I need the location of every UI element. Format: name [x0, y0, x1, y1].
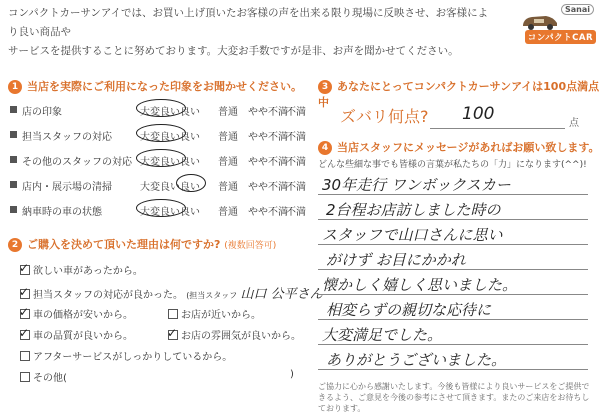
intro-line-1: コンパクトカーサンアイでは、お買い上げ頂いたお客様の声を出来る限り現場に反映させ、お客様により良い商品や — [8, 7, 489, 38]
reason-want-car[interactable]: ✓ 欲しい車があったから。 — [19, 261, 143, 277]
staff-name-handwritten: 山口 公平さん — [240, 287, 323, 302]
rating-option[interactable]: やや不満 — [248, 182, 288, 193]
rating-option[interactable]: 普通 — [218, 132, 238, 143]
reason-price[interactable]: ✓ 車の価格が安いから。 — [19, 305, 133, 321]
section1-number: 1 — [8, 80, 22, 94]
check-mark-icon: ✓ — [167, 326, 178, 340]
selection-circle — [136, 124, 186, 142]
intro-text — [8, 4, 498, 61]
reason-after-service[interactable]: アフターサービスがしっかりしているから。 — [20, 348, 232, 363]
rating-option[interactable]: 普通 — [218, 207, 238, 218]
section1-header — [8, 78, 302, 94]
bullet-square — [10, 181, 17, 188]
rating-row — [10, 200, 306, 220]
message-line: スタッフで山口さんに思い — [322, 226, 503, 244]
rating-option[interactable]: やや不満 — [248, 132, 288, 143]
rating-option[interactable]: 普通 — [218, 157, 238, 168]
reason-staff[interactable]: ✓ 担当スタッフの対応が良かった。 (担当スタッフ 山口 公平さん — [19, 285, 323, 302]
section4-number: 4 — [318, 141, 332, 155]
rating-row — [10, 125, 306, 145]
rating-option[interactable]: 不満 — [286, 132, 306, 143]
checkbox[interactable] — [19, 305, 30, 319]
rating-option[interactable]: 大変良い — [140, 157, 180, 168]
rating-row-label: その他のスタッフの対応 — [22, 157, 132, 168]
section4-title: 当店スタッフにメッセージがあればお願い致します。 — [337, 141, 600, 154]
section4-subtitle: どんな些細な事でも皆様の言葉が私たちの「力」になります(^^)! — [318, 160, 587, 170]
checkbox[interactable] — [20, 372, 30, 382]
checkbox[interactable] — [19, 261, 30, 275]
rating-option[interactable]: 良い — [180, 182, 200, 193]
section2-title: ご購入を決めて頂いた理由は何ですか? — [27, 238, 221, 251]
message-line: ありがとうございました。 — [326, 351, 507, 369]
reason-atmosphere[interactable]: ✓ お店の雰囲気が良いから。 — [167, 326, 301, 342]
score-unit: 点 — [569, 118, 579, 129]
section1-title: 当店を実際にご利用になった印象をお聞かせください。 — [27, 80, 302, 93]
rating-option[interactable]: 大変良い — [140, 182, 180, 193]
message-rule — [318, 269, 588, 270]
rating-option[interactable]: やや不満 — [248, 157, 288, 168]
other-close-paren: ) — [290, 369, 294, 380]
score-prompt: ズバリ何点? — [340, 107, 429, 126]
company-logo — [520, 4, 596, 44]
reason-quality[interactable]: ✓ 車の品質が良いから。 — [19, 326, 133, 342]
rating-option[interactable]: 良い — [180, 207, 200, 218]
bullet-square — [10, 156, 17, 163]
brand-name: コンパクトCAR — [525, 30, 596, 44]
rating-row-label: 店の印象 — [22, 107, 62, 118]
reason-near[interactable]: お店が近いから。 — [168, 306, 261, 321]
checkbox[interactable] — [168, 309, 178, 319]
message-rule — [318, 294, 588, 295]
rating-row — [10, 100, 306, 120]
rating-option[interactable]: 大変良い — [140, 107, 180, 118]
rating-option[interactable]: 大変良い — [140, 207, 180, 218]
message-rule — [318, 219, 588, 220]
rating-option[interactable]: 良い — [180, 157, 200, 168]
message-line: 30年走行 ワンボックスカー — [322, 176, 511, 194]
rating-row — [10, 175, 306, 195]
check-mark-icon: ✓ — [19, 305, 30, 319]
intro-line-2: サービスを提供することに努めております。大変お手数ですが是非、お声を聞かせてください。 — [8, 45, 459, 57]
selection-circle — [136, 149, 186, 167]
message-line: 2台程お店訪しました時の — [326, 201, 501, 219]
score-underline — [430, 128, 565, 129]
check-mark-icon: ✓ — [19, 285, 30, 299]
message-rule — [318, 369, 588, 370]
message-line: がけず お目にかかれ — [326, 251, 466, 269]
staff-label: (担当スタッフ — [186, 291, 238, 300]
rating-option[interactable]: やや不満 — [248, 207, 288, 218]
rating-option[interactable]: やや不満 — [248, 107, 288, 118]
rating-option[interactable]: 不満 — [286, 107, 306, 118]
checkbox[interactable] — [19, 285, 30, 299]
message-rule — [318, 319, 588, 320]
bullet-square — [10, 206, 17, 213]
checkbox[interactable] — [20, 351, 30, 361]
rating-row-label: 納車時の車の状態 — [22, 207, 102, 218]
bullet-square — [10, 106, 17, 113]
message-rule — [318, 244, 588, 245]
rating-option[interactable]: 不満 — [286, 207, 306, 218]
car-icon — [520, 10, 560, 32]
rating-option[interactable]: 普通 — [218, 182, 238, 193]
rating-option[interactable]: 良い — [180, 107, 200, 118]
thanks-note: ご協力に心から感謝いたします。今後も皆様により良いサービスをご提供できるよう、ご意見を今後の参考にさせて頂きます。またのご来店をお待ちしております。 — [318, 382, 590, 413]
rating-row-label: 担当スタッフの対応 — [22, 132, 112, 143]
message-line: 相変らずの親切な応待に — [326, 301, 492, 319]
rating-option[interactable]: 良い — [180, 132, 200, 143]
selection-circle — [136, 99, 186, 117]
section2-number: 2 — [8, 238, 22, 252]
bullet-square — [10, 131, 17, 138]
rating-option[interactable]: 不満 — [286, 182, 306, 193]
message-rule — [318, 194, 588, 195]
rating-option[interactable]: 大変良い — [140, 132, 180, 143]
message-line: 大変満足でした。 — [322, 326, 443, 344]
rating-option[interactable]: 不満 — [286, 157, 306, 168]
checkbox[interactable] — [167, 326, 178, 340]
section4-header — [318, 139, 599, 155]
score-handwritten[interactable]: 100 — [462, 104, 495, 124]
reason-other[interactable]: その他( — [20, 369, 67, 384]
section2-subtitle: (複数回答可) — [224, 241, 277, 251]
rating-row-label: 店内・展示場の清掃 — [22, 182, 112, 193]
rating-option[interactable]: 普通 — [218, 107, 238, 118]
section3-number: 3 — [318, 80, 332, 94]
section3-title: あなたにとってコンパクトカーサンアイは100点満点中 — [318, 80, 600, 109]
check-mark-icon: ✓ — [19, 326, 30, 340]
check-mark-icon: ✓ — [19, 261, 30, 275]
rating-row — [10, 150, 306, 170]
selection-circle — [176, 174, 206, 192]
section2-header — [8, 236, 276, 252]
selection-circle — [136, 199, 186, 217]
maker-badge: Sanai — [561, 4, 594, 15]
message-rule — [318, 344, 588, 345]
message-line: 懐かしく嬉しく思いました。 — [322, 276, 518, 294]
checkbox[interactable] — [19, 326, 30, 340]
